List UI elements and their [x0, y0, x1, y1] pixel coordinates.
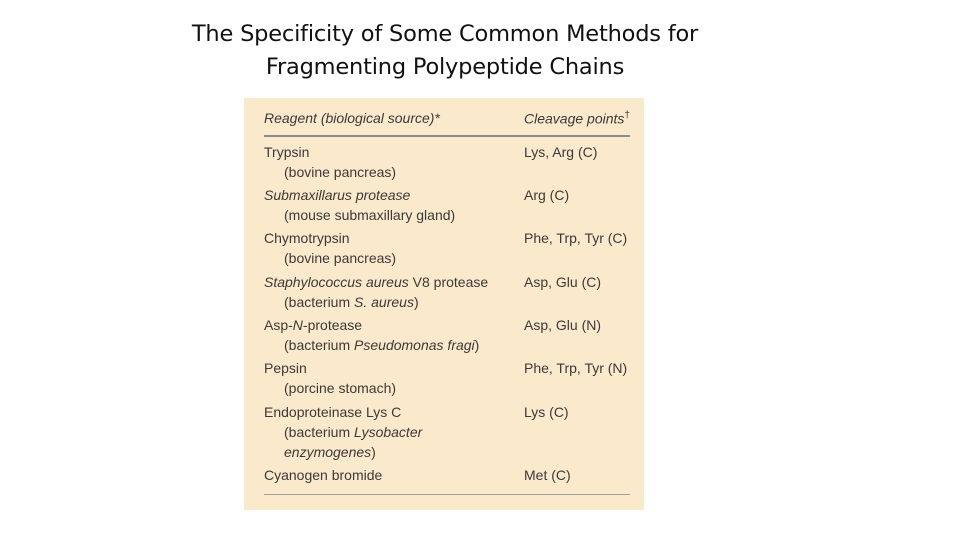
cleavage-point: Met (C) [524, 467, 571, 483]
reagent-name: Cyanogen bromide [264, 467, 383, 483]
reagent-name [264, 315, 362, 335]
reagent-name-part-c: -protease [302, 317, 363, 333]
header-rule [264, 135, 630, 137]
reagent-name [264, 272, 488, 292]
cleavage-point: Asp, Glu (N) [524, 317, 602, 333]
reagent-source [284, 292, 419, 312]
reagent-source: (mouse submaxillary gland) [284, 207, 456, 223]
header-cleavage [524, 110, 630, 127]
reagent-name: Trypsin [264, 144, 310, 160]
reagent-source-prefix: (bacterium [284, 294, 355, 310]
reagent-source-close: ) [474, 337, 480, 353]
reagent-name-rest: V8 protease [408, 274, 489, 290]
reagent-name: Pepsin [264, 360, 307, 376]
reagent-source-species: Pseudomonas fragi [354, 337, 475, 353]
reagent-name-part-a: Asp- [264, 317, 293, 333]
reagent-source: (bovine pancreas) [284, 250, 397, 266]
reagent-source [284, 335, 479, 355]
cleavage-point: Lys, Arg (C) [524, 144, 598, 160]
reagent-source [284, 422, 422, 442]
reagent-source-close: ) [371, 444, 376, 460]
reagent-name-italic: Staphylococcus aureus [264, 274, 409, 290]
reagent-source-species: S. aureus [354, 294, 414, 310]
cleavage-point: Asp, Glu (C) [524, 274, 602, 290]
reagent-name: Submaxillarus protease [264, 187, 411, 203]
reagent-source-species: Lysobacter [354, 424, 423, 440]
title-line-1: The Specificity of Some Common Methods for [191, 21, 699, 47]
header-cleavage-label: Cleavage points [524, 110, 625, 127]
header-cleavage-dagger: † [624, 110, 630, 121]
cleavage-point: Lys (C) [524, 404, 569, 420]
title-line-2: Fragmenting Polypeptide Chains [265, 54, 625, 80]
reagent-source-species-cont: enzymogenes [284, 444, 372, 460]
reagent-name: Endoproteinase Lys C [264, 404, 402, 420]
reagent-source: (bovine pancreas) [284, 164, 397, 180]
cleavage-point: Phe, Trp, Tyr (C) [524, 230, 628, 246]
reagent-source-prefix: (bacterium [284, 337, 355, 353]
reagent-source: (porcine stomach) [284, 380, 397, 396]
reagent-source-cont [284, 442, 376, 462]
cleavage-point: Phe, Trp, Tyr (N) [524, 360, 628, 376]
cleavage-point: Arg (C) [524, 187, 570, 203]
header-reagent: Reagent (biological source)* [264, 110, 440, 126]
reagent-source-close: ) [413, 294, 419, 310]
reagent-name-part-b: N [292, 317, 303, 333]
reagent-source-prefix: (bacterium [284, 424, 355, 440]
page-title [100, 18, 790, 84]
footer-rule [264, 494, 630, 495]
reagent-name: Chymotrypsin [264, 230, 350, 246]
